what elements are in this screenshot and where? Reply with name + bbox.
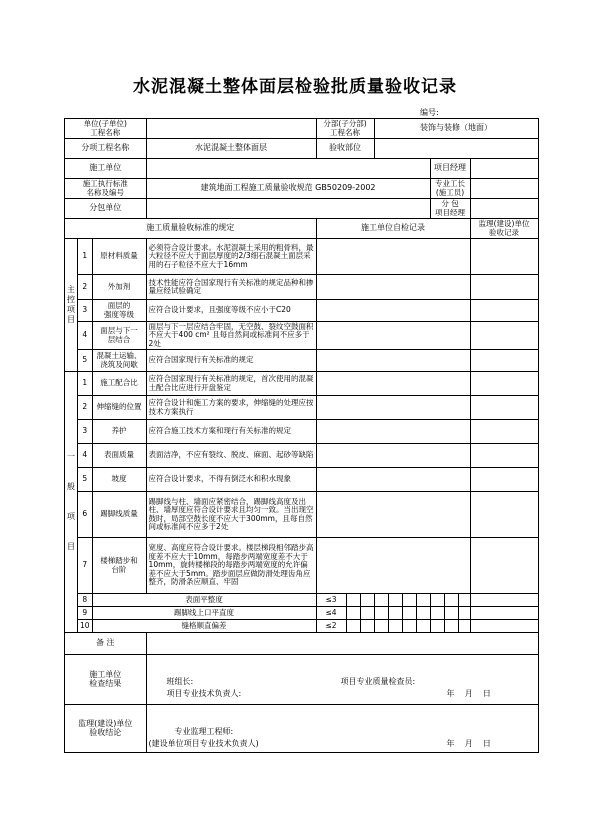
measure-cell[interactable] xyxy=(416,594,430,607)
self-check-cell[interactable] xyxy=(316,350,470,372)
item-name: 踢脚线上口平直度 xyxy=(92,607,316,620)
standard-value: 建筑地面工程施工质量验收规范 GB50209-2002 xyxy=(146,179,430,199)
supervision-column-header: 监理(建设)单位 验收记录 xyxy=(470,219,538,239)
unit-project-label: 单位(子单位) 工程名称 xyxy=(65,119,147,139)
measure-cell[interactable] xyxy=(346,620,360,633)
item-spec: 必须符合设计要求。水泥混凝土采用的粗骨料，最大粒径不应大于面层厚度的2/3细石混凝土面层采用的石子粒径不应大于16mm xyxy=(146,239,316,275)
item-spec: 宽度、高度应符合设计要求。楼层梯段相邻踏步高度差不应大于10mm，每踏步两端宽度差不大于10mm，旋转楼梯段的每踏步两端宽度的允许偏差不应大于5mm。踏步面层应做防滑处理齿角应整齐，防滑条应顺直、牢固 xyxy=(146,538,316,594)
item-spec: 踢脚线与柱、墙面应紧密结合，踢脚线高度及出柱、墙厚度应符合设计要求且均匀一致。当出现空鼓时，局部空鼓长度不应大于300mm，且每自然间或标准间不应多于2处 xyxy=(146,492,316,538)
sub-manager-value[interactable] xyxy=(470,199,538,219)
construction-unit-value[interactable] xyxy=(146,159,430,179)
item-name: 混凝土运输、 浇筑及间歇 xyxy=(92,350,146,372)
item-spec: 面层与下一层应结合牢固，无空鼓、裂纹空鼓面积不应大于400 cm² 且每自然间或标准间不应多于2处 xyxy=(146,322,316,350)
measure-cell[interactable] xyxy=(416,607,430,620)
foreman-value[interactable] xyxy=(470,179,538,199)
standard-label: 施工执行标准 名称及编号 xyxy=(65,179,147,199)
supervision-date-label: 年 月 日 xyxy=(446,738,491,748)
self-check-cell[interactable] xyxy=(316,468,470,492)
item-spec: 表面洁净，不应有裂纹、脱皮、麻面、起砂等缺陷 xyxy=(146,444,316,468)
table-row xyxy=(65,350,539,372)
measure-cell[interactable] xyxy=(374,607,388,620)
measure-cell[interactable] xyxy=(388,607,402,620)
measure-cell[interactable] xyxy=(430,607,444,620)
item-number: 4 xyxy=(78,444,93,468)
supervision-cell[interactable] xyxy=(470,350,538,372)
table-row xyxy=(65,396,539,420)
table-row xyxy=(65,420,539,444)
supervision-result-body[interactable] xyxy=(146,705,538,753)
item-number: 1 xyxy=(78,372,93,396)
item-name: 伸缩缝的位置 xyxy=(92,396,146,420)
self-check-cell[interactable] xyxy=(316,396,470,420)
item-spec: 应符合设计要求，且强度等级不应小于C20 xyxy=(146,300,316,322)
measure-cell[interactable] xyxy=(402,607,416,620)
supervision-cell[interactable] xyxy=(470,538,538,594)
measure-cell[interactable] xyxy=(360,620,374,633)
measure-cell[interactable] xyxy=(444,620,458,633)
item-number: 8 xyxy=(78,594,93,607)
item-number: 2 xyxy=(78,396,93,420)
tolerance-limit: ≤3 xyxy=(316,594,346,607)
item-number: 10 xyxy=(78,620,93,633)
item-spec: 应符合施工技术方案和现行有关标准的规定 xyxy=(146,420,316,444)
self-check-cell[interactable] xyxy=(316,420,470,444)
self-check-column-header: 施工单位自检记录 xyxy=(316,219,470,239)
measure-cell[interactable] xyxy=(430,620,444,633)
general-items-label: 一 般 项 目 xyxy=(65,372,78,633)
sub-manager-label: 分 包 项目经理 xyxy=(430,199,470,219)
item-name: 原材料质量 xyxy=(92,239,146,275)
project-manager-label: 项目经理 xyxy=(430,159,470,179)
tolerance-limit: ≤2 xyxy=(316,620,346,633)
subcontractor-value[interactable] xyxy=(146,199,430,219)
item-number: 6 xyxy=(78,492,93,538)
tolerance-limit: ≤4 xyxy=(316,607,346,620)
measure-cell[interactable] xyxy=(458,607,470,620)
measure-cell[interactable] xyxy=(444,607,458,620)
measure-cell[interactable] xyxy=(388,594,402,607)
project-manager-value[interactable] xyxy=(470,159,538,179)
acceptance-record-table xyxy=(64,118,539,753)
measure-cell[interactable] xyxy=(444,594,458,607)
table-row xyxy=(65,444,539,468)
measure-cell[interactable] xyxy=(402,620,416,633)
supervision-cell[interactable] xyxy=(470,300,538,322)
supervision-cell[interactable] xyxy=(470,420,538,444)
supervision-cell[interactable] xyxy=(470,468,538,492)
supervision-cell[interactable] xyxy=(470,594,538,607)
item-name: 楼梯踏步和 台阶 xyxy=(92,538,146,594)
item-name: 坡度 xyxy=(92,468,146,492)
item-spec: 应符合国家现行有关标准的规定 xyxy=(146,350,316,372)
item-name: 施工配合比 xyxy=(92,372,146,396)
table-row xyxy=(65,300,539,322)
measure-cell[interactable] xyxy=(374,594,388,607)
measure-cell[interactable] xyxy=(388,620,402,633)
table-row xyxy=(65,468,539,492)
construction-date-label: 年 月 日 xyxy=(446,689,491,698)
measure-cell[interactable] xyxy=(360,607,374,620)
foreman-label: 专业工长 (施工员) xyxy=(430,179,470,199)
construction-unit-label: 施工单位 xyxy=(65,159,147,179)
table-row xyxy=(65,372,539,396)
table-row xyxy=(65,538,539,594)
team-leader-label: 班组长: xyxy=(166,677,194,686)
measure-cell[interactable] xyxy=(346,607,360,620)
item-name: 踢脚线质量 xyxy=(92,492,146,538)
main-control-label: 主 控 项 目 xyxy=(65,239,78,372)
qc-inspector-label: 项目专业质量检查员: xyxy=(340,677,416,686)
page-title: 水泥混凝土整体面层检验批质量验收记录 xyxy=(133,77,457,97)
self-check-cell[interactable] xyxy=(316,300,470,322)
acceptance-part-label: 验收部位 xyxy=(316,139,374,159)
measure-cell[interactable] xyxy=(360,594,374,607)
measure-cell[interactable] xyxy=(458,594,470,607)
measure-cell[interactable] xyxy=(374,620,388,633)
item-name: 表面质量 xyxy=(92,444,146,468)
item-spec: 技术性能应符合国家现行有关标准的规定品种和掺量应经试验确定 xyxy=(146,275,316,300)
item-number: 3 xyxy=(78,300,93,322)
item-name: 养护 xyxy=(92,420,146,444)
item-number: 5 xyxy=(78,350,93,372)
self-check-cell[interactable] xyxy=(316,275,470,300)
tolerance-row xyxy=(65,607,539,620)
item-number: 9 xyxy=(78,607,93,620)
spec-column-header: 施工质量验收标准的规定 xyxy=(65,219,317,239)
measure-cell[interactable] xyxy=(402,594,416,607)
item-number: 3 xyxy=(78,420,93,444)
tolerance-row xyxy=(65,620,539,633)
unit-project-value[interactable] xyxy=(146,119,316,139)
subdivision-value: 装饰与装修（地面） xyxy=(374,119,538,139)
item-number: 4 xyxy=(78,322,93,350)
item-name: 面层的 强度等级 xyxy=(92,300,146,322)
remarks-label: 备 注 xyxy=(65,633,147,655)
subdivision-label: 分部(子分部) 工程名称 xyxy=(316,119,374,139)
sub-item-value: 水泥混凝土整体面层 xyxy=(146,139,316,159)
item-number: 1 xyxy=(78,239,93,275)
supervision-cell[interactable] xyxy=(470,444,538,468)
item-name: 缝格顺直偏差 xyxy=(92,620,316,633)
owner-rep-label: (建设单位项目专业技术负责人) xyxy=(148,738,259,748)
self-check-cell[interactable] xyxy=(316,538,470,594)
tech-lead-label: 项目专业技术负责人: xyxy=(166,689,242,698)
remarks-value[interactable] xyxy=(146,633,538,655)
measure-cell[interactable] xyxy=(430,594,444,607)
supervision-cell[interactable] xyxy=(470,492,538,538)
measure-cell[interactable] xyxy=(416,620,430,633)
supervision-cell[interactable] xyxy=(470,607,538,620)
tolerance-row xyxy=(65,594,539,607)
table-row xyxy=(65,492,539,538)
self-check-cell[interactable] xyxy=(316,322,470,350)
self-check-cell[interactable] xyxy=(316,372,470,396)
record-code-label: 编号: xyxy=(420,108,439,117)
item-name: 面层与下一 层结合 xyxy=(92,322,146,350)
subcontractor-label: 分包单位 xyxy=(65,199,147,219)
acceptance-part-value[interactable] xyxy=(374,139,538,159)
item-spec: 应符合设计和施工方案的要求，伸缩缝的处理应按技术方案执行 xyxy=(146,396,316,420)
supervision-cell[interactable] xyxy=(470,372,538,396)
item-name: 表面平整度 xyxy=(92,594,316,607)
table-row xyxy=(65,275,539,300)
item-spec: 应符合设计要求，不得有倒泛水和积水现象 xyxy=(146,468,316,492)
measure-cell[interactable] xyxy=(458,620,470,633)
supervision-cell[interactable] xyxy=(470,396,538,420)
supervision-cell[interactable] xyxy=(470,620,538,633)
table-row xyxy=(65,239,539,275)
item-number: 7 xyxy=(78,538,93,594)
self-check-cell[interactable] xyxy=(316,444,470,468)
construction-result-label: 施工单位 检查结果 xyxy=(65,655,147,705)
supervision-result-label: 监理(建设)单位 验收结论 xyxy=(65,705,147,753)
item-number: 2 xyxy=(78,275,93,300)
supervision-cell[interactable] xyxy=(470,275,538,300)
sub-item-label: 分项工程名称 xyxy=(65,139,147,159)
supervision-engineer-label: 专业监理工程师: xyxy=(174,726,234,736)
supervision-cell[interactable] xyxy=(470,322,538,350)
self-check-cell[interactable] xyxy=(316,492,470,538)
supervision-cell[interactable] xyxy=(470,239,538,275)
measure-cell[interactable] xyxy=(346,594,360,607)
construction-result-body[interactable] xyxy=(146,655,538,705)
item-spec: 应符合国家现行有关标准的规定，首次使用的混凝土配合比应进行开盘鉴定 xyxy=(146,372,316,396)
item-name: 外加剂 xyxy=(92,275,146,300)
item-number: 5 xyxy=(78,468,93,492)
table-row xyxy=(65,322,539,350)
self-check-cell[interactable] xyxy=(316,239,470,275)
